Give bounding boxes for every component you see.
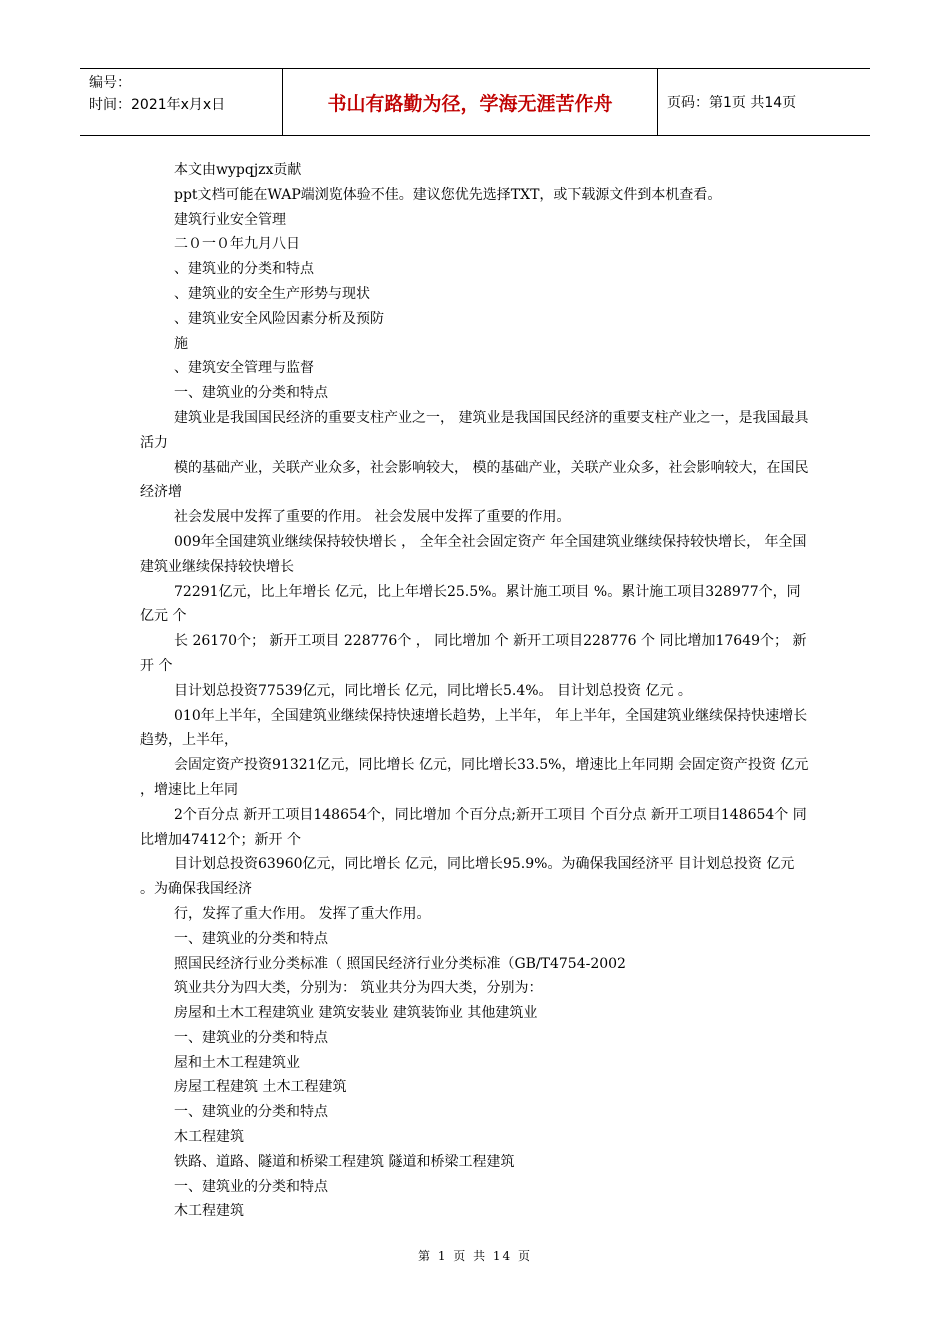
body-paragraph: 铁路、道路、隧道和桥梁工程建筑 隧道和桥梁工程建筑 (174, 1153, 515, 1170)
page-header (80, 68, 870, 136)
body-paragraph: 筑业共分为四大类，分别为： 筑业共分为四大类，分别为： (174, 980, 543, 997)
body-paragraph: 模的基础产业，关联产业众多，社会影响较大， 模的基础产业，关联产业众多，社会影响较大，在国民经济增 (140, 459, 809, 501)
body-paragraph: 会固定资产投资91321亿元，同比增长 亿元，同比增长33.5%，增速比上年同期 会固定资产投资 亿元 ，增速比上年同 (140, 757, 809, 798)
body-paragraph: 、建筑业的分类和特点 (174, 261, 314, 278)
document-number-label: 编号： (89, 75, 131, 91)
body-paragraph: 目计划总投资77539亿元，同比增长 亿元，同比增长5.4%。 目计划总投资 亿元 。 (174, 682, 692, 699)
body-paragraph: 一、建筑业的分类和特点 (174, 385, 328, 402)
body-paragraph: ppt文档可能在WAP端浏览体验不佳。建议您优先选择TXT，或下载源文件到本机查看。 (174, 186, 722, 203)
body-paragraph: 009年全国建筑业继续保持较快增长 ， 全年全社会固定资产 年全国建筑业继续保持较快增长， 年全国建筑业继续保持较快增长 (140, 533, 807, 575)
header-page-number: 页码：第1页 共14页 (667, 95, 797, 111)
document-body (140, 158, 812, 1224)
body-paragraph: 木工程建筑 (174, 1129, 244, 1146)
body-paragraph: 本文由wypqjzx贡献 (174, 162, 302, 178)
body-paragraph: 房屋和土木工程建筑业 建筑安装业 建筑装饰业 其他建筑业 (174, 1005, 538, 1022)
body-paragraph: 、建筑业安全风险因素分析及预防 (174, 310, 384, 327)
header-meta (80, 69, 283, 135)
body-paragraph: 行，发挥了重大作用。 发挥了重大作用。 (174, 905, 431, 922)
body-paragraph: 房屋工程建筑 土木工程建筑 (174, 1079, 347, 1096)
body-paragraph: 、建筑安全管理与监督 (174, 360, 314, 377)
body-paragraph: 、建筑业的安全生产形势与现状 (174, 285, 370, 302)
body-paragraph: 照国民经济行业分类标准（ 照国民经济行业分类标准（GB/T4754-2002 (174, 955, 626, 972)
body-paragraph: 屋和土木工程建筑业 (174, 1054, 300, 1071)
body-paragraph: 二０一０年九月八日 (174, 236, 300, 253)
header-motto: 书山有路勤为径，学海无涯苦作舟 (283, 69, 658, 135)
body-paragraph: 一、建筑业的分类和特点 (174, 1029, 328, 1046)
document-date-label: 时间：2021年x月x日 (89, 97, 226, 113)
body-paragraph: 010年上半年，全国建筑业继续保持快速增长趋势，上半年， 年上半年，全国建筑业继续保持快速增长趋势，上半年， (140, 707, 808, 749)
body-paragraph: 2个百分点 新开工项目148654个，同比增加 个百分点;新开工项目 个百分点 新开工项目148654个 同比增加47412个；新开 个 (140, 806, 807, 848)
body-paragraph: 一、建筑业的分类和特点 (174, 930, 328, 947)
body-paragraph: 目计划总投资63960亿元，同比增长 亿元，同比增长95.9%。为确保我国经济平 目计划总投资 亿元 。为确保我国经济 (140, 856, 795, 898)
body-paragraph: 72291亿元，比上年增长 亿元，比上年增长25.5%。累计施工项目 %。累计施工项目328977个，同 亿元 个 (140, 583, 801, 625)
body-paragraph: 建筑业是我国国民经济的重要支柱产业之一， 建筑业是我国国民经济的重要支柱产业之一，是我国最具活力 (140, 409, 809, 451)
body-paragraph: 社会发展中发挥了重要的作用。 社会发展中发挥了重要的作用。 (174, 509, 571, 526)
body-paragraph: 一、建筑业的分类和特点 (174, 1104, 328, 1121)
body-paragraph: 施 (174, 335, 188, 352)
body-paragraph: 一、建筑业的分类和特点 (174, 1178, 328, 1195)
body-paragraph: 长 26170个； 新开工项目 228776个 ， 同比增加 个 新开工项目228776 个 同比增加17649个； 新开 个 (140, 633, 807, 674)
page-footer: 第 1 页 共 14 页 (418, 1249, 532, 1263)
body-paragraph: 建筑行业安全管理 (174, 211, 286, 228)
body-paragraph: 木工程建筑 (174, 1203, 244, 1220)
